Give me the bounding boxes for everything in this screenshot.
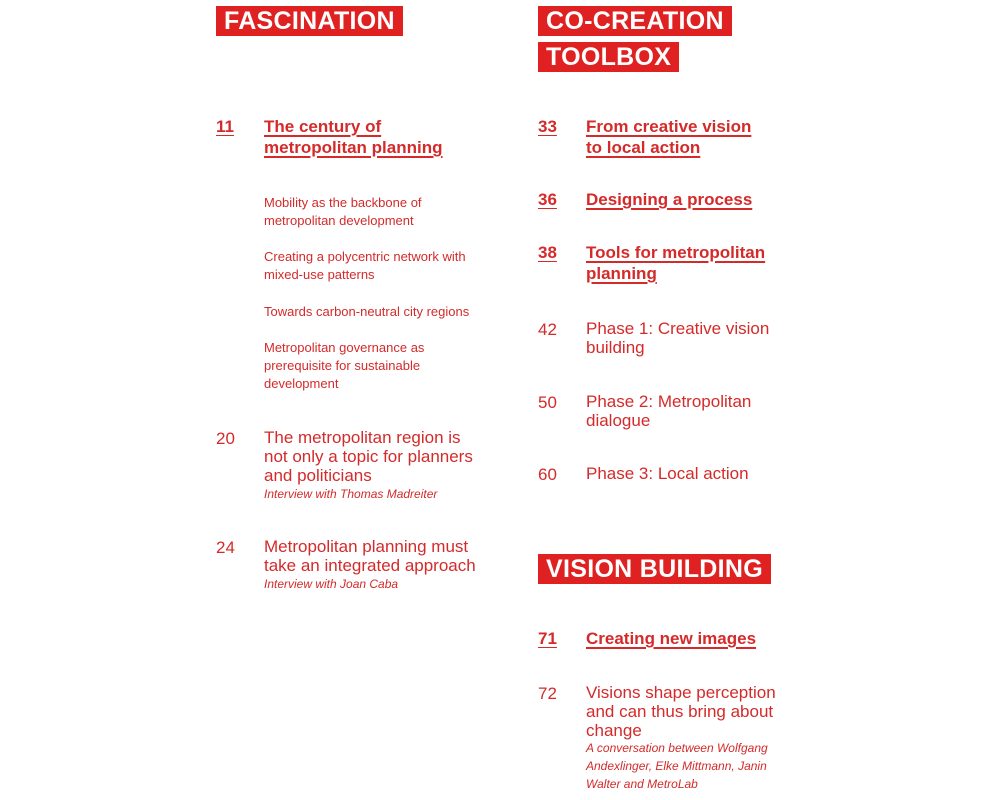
toc-entry-line: Phase 3: Local action: [586, 464, 749, 483]
toc-subtopic: [264, 339, 424, 393]
section-heading-co-creation: CO-CREATION: [538, 6, 732, 36]
toc-entry-creating-new-images[interactable]: [586, 628, 756, 649]
toc-subtopic-line: Towards carbon-neutral city regions: [264, 304, 470, 319]
toc-entry-line: planning: [586, 264, 657, 283]
toc-entry-century-of-metropolitan-planning[interactable]: [264, 116, 443, 158]
toc-subtopic: [264, 194, 422, 230]
toc-entry-line: to local action: [586, 138, 701, 157]
toc-entry-line: metropolitan planning: [264, 138, 443, 157]
toc-entry-note: [586, 739, 768, 793]
toc-entry-line: dialogue: [586, 411, 651, 430]
toc-note-line: Interview with Joan Caba: [264, 577, 399, 591]
toc-entry-visions-shape-perception[interactable]: [586, 683, 776, 740]
toc-entry-metropolitan-region-topic[interactable]: [264, 428, 473, 485]
toc-note-line: Interview with Thomas Madreiter: [264, 487, 438, 501]
toc-entry-line: The century of: [264, 117, 382, 136]
toc-entry-line: Phase 2: Metropolitan: [586, 392, 752, 411]
toc-note-line: Andexlinger, Elke Mittmann, Janin: [586, 759, 767, 773]
toc-page-number[interactable]: 42: [538, 320, 557, 339]
toc-page-number[interactable]: 33: [538, 117, 557, 136]
toc-page-number[interactable]: 38: [538, 243, 557, 262]
toc-page-number[interactable]: 36: [538, 190, 557, 209]
toc-subtopic: [264, 248, 466, 284]
toc-subtopic-line: metropolitan development: [264, 213, 414, 228]
section-heading-vision-building: VISION BUILDING: [538, 554, 771, 584]
toc-page-number[interactable]: 72: [538, 684, 557, 703]
toc-entry-line: Phase 1: Creative vision: [586, 319, 770, 338]
toc-entry-phase-3[interactable]: [586, 464, 749, 483]
section-heading-fascination: FASCINATION: [216, 6, 403, 36]
toc-entry-line: Visions shape perception: [586, 683, 776, 702]
toc-page-number[interactable]: 60: [538, 465, 557, 484]
toc-subtopic-line: Mobility as the backbone of: [264, 195, 422, 210]
toc-subtopic-line: mixed-use patterns: [264, 267, 375, 282]
toc-entry-line: change: [586, 721, 642, 740]
toc-entry-phase-1[interactable]: [586, 319, 769, 357]
toc-entry-line: Metropolitan planning must: [264, 537, 469, 556]
toc-note-line: Walter and MetroLab: [586, 777, 698, 791]
toc-entry-line: The metropolitan region is: [264, 428, 461, 447]
toc-page-number[interactable]: 71: [538, 629, 557, 648]
toc-entry-phase-2[interactable]: [586, 392, 751, 430]
toc-page-number[interactable]: 50: [538, 393, 557, 412]
toc-subtopic-line: Metropolitan governance as: [264, 340, 425, 355]
toc-note-line: A conversation between Wolfgang: [586, 741, 768, 755]
toc-entry-note: [264, 485, 437, 503]
section-heading-toolbox: TOOLBOX: [538, 42, 679, 72]
toc-entry-line: and can thus bring about: [586, 702, 774, 721]
toc-entry-creative-vision-local-action[interactable]: [586, 116, 751, 158]
toc-subtopic-line: development: [264, 376, 339, 391]
toc-entry-line: Creating new images: [586, 629, 757, 648]
toc-entry-line: From creative vision: [586, 117, 752, 136]
toc-entry-tools-for-metropolitan-planning[interactable]: [586, 242, 765, 284]
toc-entry-line: Designing a process: [586, 190, 753, 209]
toc-entry-line: Tools for metropolitan: [586, 243, 766, 262]
toc-entry-designing-a-process[interactable]: [586, 189, 752, 210]
toc-page-number[interactable]: 20: [216, 429, 235, 448]
toc-subtopic: [264, 303, 469, 321]
toc-entry-line: building: [586, 338, 645, 357]
toc-entry-integrated-approach[interactable]: [264, 537, 476, 575]
toc-entry-line: take an integrated approach: [264, 556, 476, 575]
toc-subtopic-line: prerequisite for sustainable: [264, 358, 421, 373]
toc-page-number[interactable]: 11: [216, 117, 234, 136]
toc-entry-line: not only a topic for planners: [264, 447, 473, 466]
toc-subtopic-line: Creating a polycentric network with: [264, 249, 466, 264]
toc-entry-line: and politicians: [264, 466, 372, 485]
toc-entry-note: [264, 575, 398, 593]
toc-page-number[interactable]: 24: [216, 538, 235, 557]
